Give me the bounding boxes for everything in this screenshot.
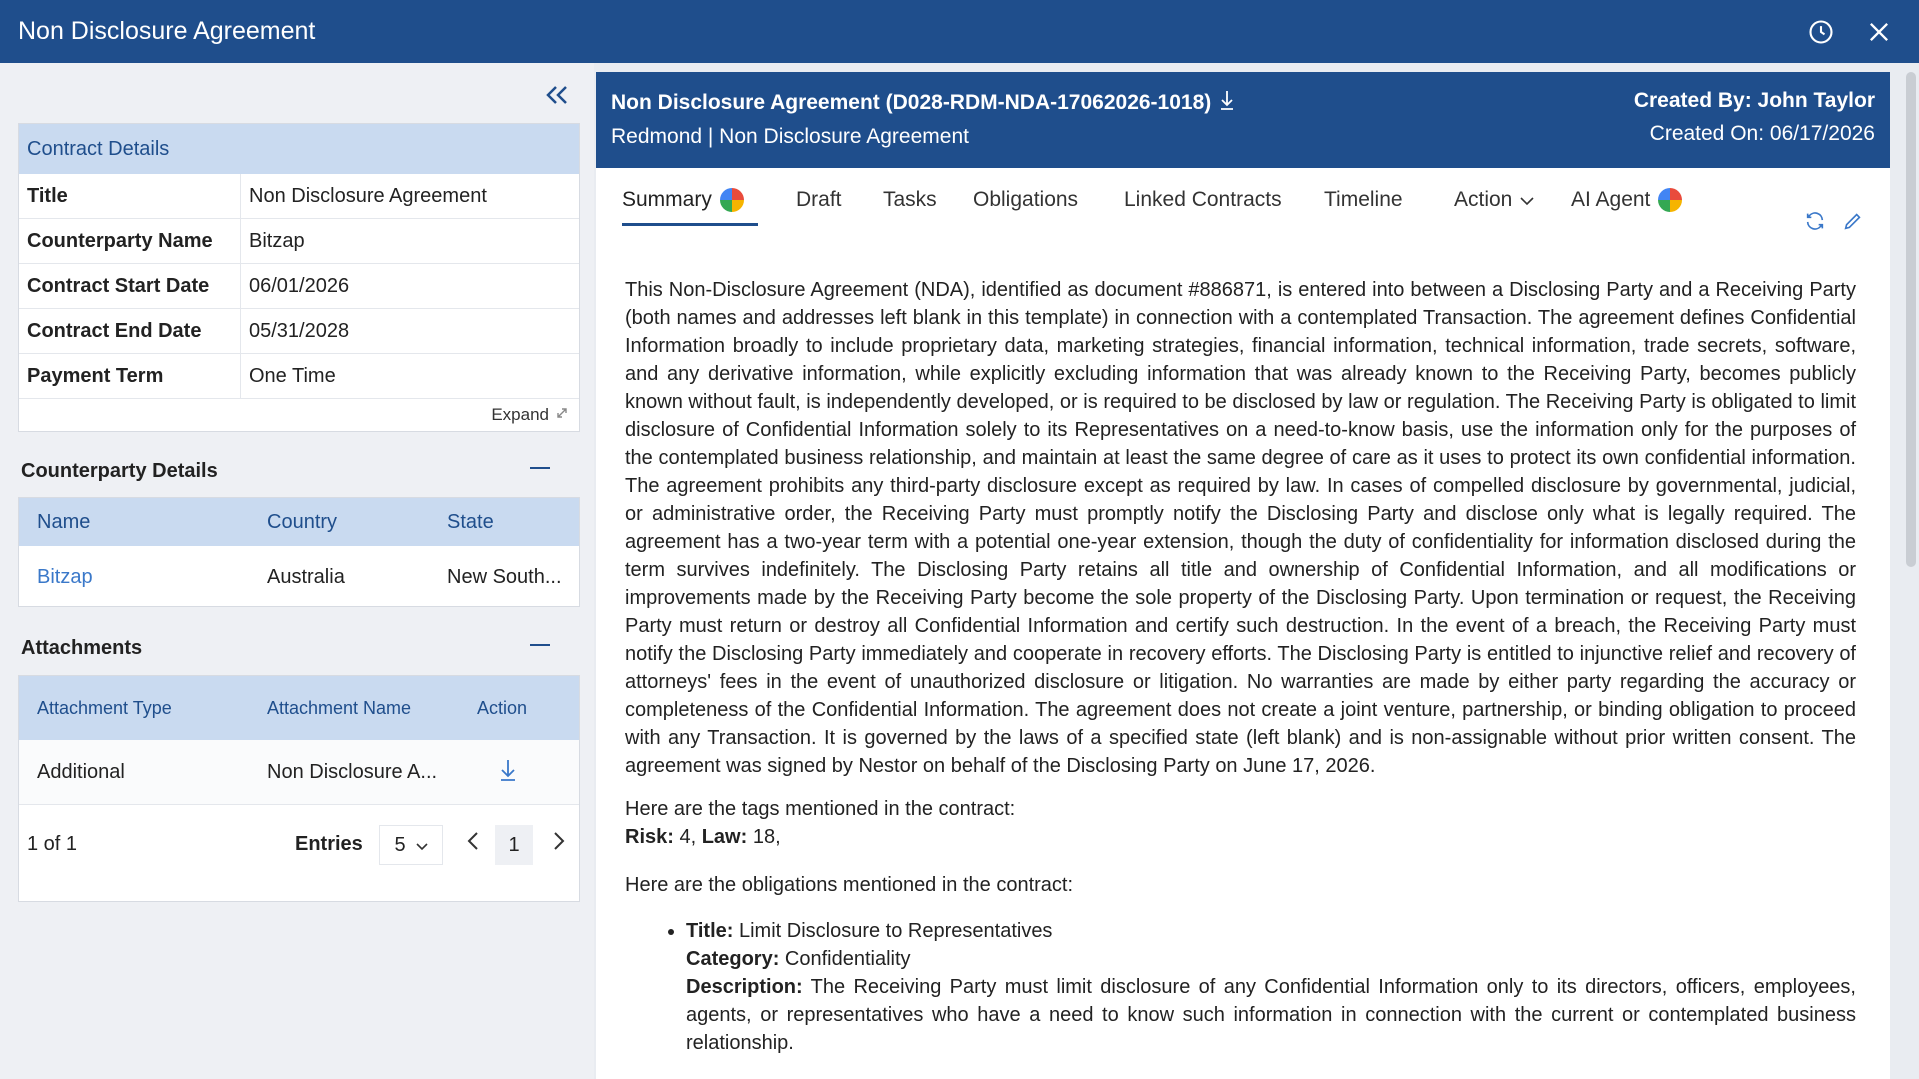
tab-tasks[interactable]: Tasks <box>883 188 937 211</box>
detail-label: Counterparty Name <box>19 219 241 263</box>
chevron-down-icon <box>1520 188 1534 212</box>
column-header[interactable]: Country <box>267 510 338 533</box>
active-tab-indicator <box>622 223 758 226</box>
ai-logo-icon <box>720 188 744 212</box>
detail-label: Contract Start Date <box>19 264 241 308</box>
detail-row-title <box>19 174 579 219</box>
attachments-heading: Attachments <box>21 637 143 659</box>
tab-ai-agent[interactable] <box>1571 188 1682 212</box>
column-header[interactable]: State <box>447 510 494 533</box>
next-page-icon[interactable] <box>553 831 565 856</box>
download-icon[interactable] <box>499 758 517 788</box>
expand-label: Expand <box>491 405 549 424</box>
detail-row-start-date <box>19 264 579 309</box>
law-label: Law: <box>701 826 748 848</box>
law-value: 18, <box>747 826 781 848</box>
edit-icon[interactable] <box>1842 210 1864 237</box>
expand-icon <box>555 405 569 425</box>
detail-row-counterparty <box>19 219 579 264</box>
counterparty-country: Australia <box>267 565 345 588</box>
tab-obligations[interactable]: Obligations <box>973 188 1079 211</box>
tags-line <box>625 823 1856 851</box>
left-panel <box>0 63 594 1079</box>
expand-button[interactable] <box>19 399 579 431</box>
collapse-panel-icon[interactable] <box>540 79 572 111</box>
obligations-list <box>625 917 1856 1057</box>
chevron-down-icon <box>416 834 428 857</box>
summary-paragraph: This Non-Disclosure Agreement (NDA), identified as document #886871, is entered into between a Disclosing Party and a Receiving Party (both names and addresses left blank in this template) in connection with a contemplated Transaction. The agreement defines Confidential Information broadly to include proprietary data, marketing strategies, financial information, technical information, trade secrets, software, and any derivative information, while explicitly excluding information that was already known to the Receiving Party, becomes publicly known without fault, is independently developed, or is required to be disclosed by law or regulation. The Receiving Party is obligated to limit disclosure of Confidential Information solely to its Representatives on a need-to-know basis, use the information only for the purposes of the contemplated business relationship, and maintain at least the same degree of care as it uses to protect its own confidential information. The agreement prohibits any third-party disclosure except as required by law. In cases of compelled disclosure by governmental, judicial, or administrative order, the Receiving Party must promptly notify the Disclosing Party and disclose only what is legally required. The agreement has a two-year term with a potential one-year extension, though the duty of confidentiality for information disclosed during the term survives indefinitely. The Disclosing Party retains all title and ownership of Confidential Information, and all modifications or improvements made by the Receiving Party become the sole property of the Disclosing Party. Upon termination or request, the Receiving Party must return or destroy all Confidential Information and certify such destruction. In the event of a breach, the Receiving Party must notify the Disclosing Party immediately and cooperate in recovery efforts. The Disclosing Party is entitled to injunctive relief and recovery of attorneys' fees in the event of unauthorized disclosure or litigation. No warranties are made by either party regarding the accuracy or completeness of the Confidential Information. The agreement does not create a joint venture, partnership, or binding obligation to proceed with any Transaction. It is governed by the laws of a specified state (left blank) and is non-assignable without prior written consent. The agreement was signed by Nestor on behalf of the Disclosing Party on June 17, 2026. <box>625 279 1856 777</box>
tab-summary[interactable] <box>622 188 744 212</box>
download-icon[interactable] <box>1219 89 1235 117</box>
entries-label: Entries <box>295 833 363 855</box>
obligation-description-label: Description: <box>686 976 803 998</box>
obligation-description: The Receiving Party must limit disclosure of any Confidential Information only to its directors, officers, employees, agents, or representatives who have a need to know such information in connection with the current or contemplated business relationship. <box>686 976 1856 1054</box>
detail-value: 06/01/2026 <box>249 274 350 297</box>
detail-value: Bitzap <box>249 229 305 252</box>
tab-action[interactable] <box>1454 188 1534 212</box>
column-header[interactable]: Attachment Name <box>267 697 412 718</box>
table-header <box>19 498 579 546</box>
attachments-table <box>18 675 580 902</box>
table-row <box>19 546 579 608</box>
obligation-category: Confidentiality <box>779 948 911 970</box>
created-by: Created By: John Taylor <box>1633 89 1875 112</box>
breadcrumb: Redmond | Non Disclosure Agreement <box>611 125 969 148</box>
detail-value: One Time <box>249 364 336 387</box>
risk-label: Risk: <box>625 826 674 848</box>
pagination-summary: 1 of 1 <box>27 833 78 855</box>
created-on: Created On: 06/17/2026 <box>1649 122 1875 145</box>
detail-label: Contract End Date <box>19 309 241 353</box>
tab-label: Action <box>1454 188 1513 211</box>
close-icon[interactable] <box>1865 18 1893 51</box>
entries-select[interactable] <box>379 825 443 865</box>
tab-label: AI Agent <box>1571 188 1651 211</box>
detail-label: Payment Term <box>19 354 241 398</box>
collapse-attachments-icon[interactable] <box>530 644 550 646</box>
tags-intro: Here are the tags mentioned in the contract: <box>625 798 1016 820</box>
obligation-description-block <box>686 973 1856 1057</box>
detail-row-end-date <box>19 309 579 354</box>
obligation-category-label: Category: <box>686 948 780 970</box>
tab-label: Summary <box>622 188 712 211</box>
detail-row-payment-term <box>19 354 579 399</box>
counterparty-heading: Counterparty Details <box>21 460 218 482</box>
scrollbar[interactable] <box>1906 72 1916 567</box>
attachment-name: Non Disclosure A... <box>267 760 438 783</box>
collapse-counterparty-icon[interactable] <box>530 467 550 469</box>
contract-details-card <box>18 123 580 432</box>
counterparty-table <box>18 497 580 607</box>
column-header[interactable]: Name <box>37 510 91 533</box>
table-row <box>19 740 579 804</box>
tab-bar <box>596 168 1890 228</box>
prev-page-icon[interactable] <box>467 831 479 856</box>
tab-linked-contracts[interactable]: Linked Contracts <box>1124 188 1282 211</box>
pagination <box>19 804 579 887</box>
ai-logo-icon <box>1658 188 1682 212</box>
obligation-title-label: Title: <box>686 920 734 942</box>
contract-header <box>596 72 1890 168</box>
doc-title <box>611 89 1235 117</box>
tab-timeline[interactable]: Timeline <box>1324 188 1403 211</box>
counterparty-state: New South... <box>447 565 562 588</box>
current-page[interactable]: 1 <box>495 825 533 865</box>
window-titlebar <box>0 0 1919 63</box>
doc-title-text: Non Disclosure Agreement (D028-RDM-NDA-17062026-1018) <box>611 91 1212 114</box>
refresh-icon[interactable] <box>1804 210 1826 237</box>
detail-value: 05/31/2028 <box>249 319 350 342</box>
tab-draft[interactable]: Draft <box>796 188 842 211</box>
summary-content <box>625 276 1856 1057</box>
obligation-title: Limit Disclosure to Representatives <box>733 920 1053 942</box>
column-header[interactable]: Attachment Type <box>37 697 172 718</box>
table-header <box>19 676 579 740</box>
obligation-item <box>686 917 1856 1057</box>
attachment-type: Additional <box>37 760 125 783</box>
obligations-intro: Here are the obligations mentioned in the contract: <box>625 874 1074 896</box>
detail-label: Title <box>19 174 241 218</box>
entries-value: 5 <box>394 833 406 856</box>
contract-view <box>596 72 1890 1079</box>
detail-value: Non Disclosure Agreement <box>249 184 487 207</box>
history-icon[interactable] <box>1807 18 1835 51</box>
risk-value: 4, <box>673 826 702 848</box>
window-title: Non Disclosure Agreement <box>18 17 316 45</box>
contract-details-heading: Contract Details <box>19 124 579 174</box>
counterparty-name-link[interactable]: Bitzap <box>37 565 93 588</box>
column-header[interactable]: Action <box>477 697 528 718</box>
summary-tools <box>1804 210 1864 237</box>
